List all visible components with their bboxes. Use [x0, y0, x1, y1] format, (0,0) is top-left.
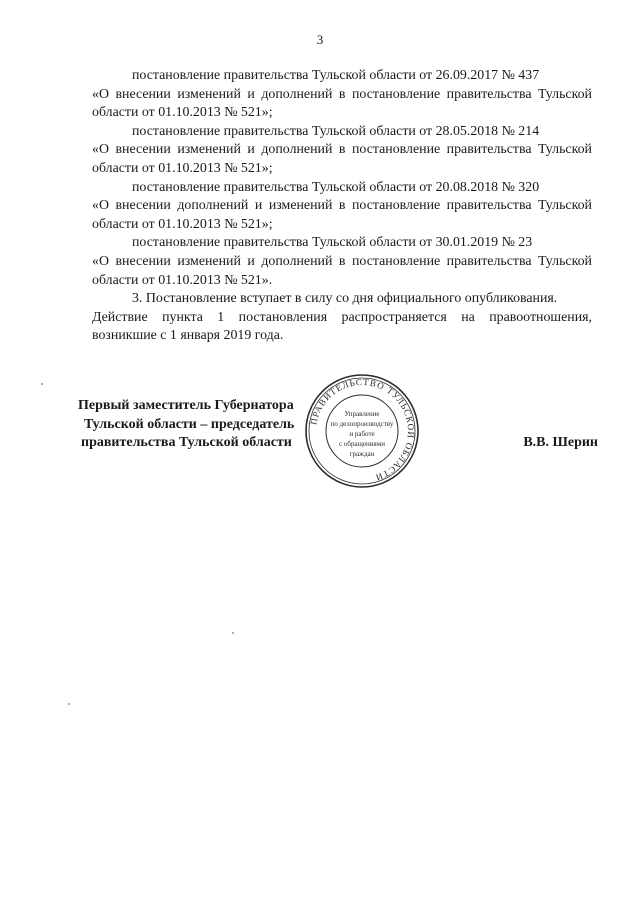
paragraph-rest: Действие пункта 1 постановления распространяется на правоотношения, возникшие с 1 января 2019 года.	[92, 309, 592, 344]
signatory-position-line: Первый заместитель Губернатора	[78, 398, 294, 413]
scan-speck	[41, 383, 43, 385]
paragraph-lead: 3. Постановление вступает в силу со дня официального опубликования.	[132, 291, 558, 307]
paragraph-rest: «О внесении изменений и дополнений в постановление правительства Тульской области от 01.10.2013 № 521».	[92, 253, 592, 288]
paragraph-lead: постановление правительства Тульской области от 26.09.2017 № 437	[132, 68, 540, 83]
signatory-position-line: Тульской области – председатель	[84, 416, 295, 432]
page-number: 3	[316, 32, 324, 47]
signature-block	[78, 397, 598, 453]
paragraph-lead: постановление правительства Тульской области от 20.08.2018 № 320	[132, 179, 540, 195]
stamp-ring-text: ПРАВИТЕЛЬСТВО ТУЛЬСКОЙ ОБЛАСТИ	[308, 376, 417, 483]
document-body	[92, 67, 592, 346]
signatory-position-line: правительства Тульской области	[81, 435, 292, 450]
paragraph-rest: «О внесении изменений и дополнений в постановление правительства Тульской области от 01.10.2013 № 521»;	[92, 86, 592, 121]
scan-speck	[232, 632, 234, 634]
signatory-name: В.В. Шерин	[523, 435, 598, 450]
stamp-center-line: и работе	[349, 430, 375, 438]
stamp-center-line: с обращениями	[339, 440, 385, 448]
stamp-center-line: граждан	[349, 450, 375, 458]
scan-speck	[68, 703, 70, 705]
stamp-center-line: по делопроизводству	[330, 420, 394, 428]
paragraph-lead: постановление правительства Тульской области от 30.01.2019 № 23	[132, 235, 533, 251]
stamp-center-line: Управление	[344, 410, 380, 418]
paragraph-rest: «О внесении изменений и дополнений в постановление правительства Тульской области от 01.10.2013 № 521»;	[92, 142, 592, 176]
paragraph-rest: «О внесении дополнений и изменений в постановление правительства Тульской области от 01.10.2013 № 521»;	[92, 198, 592, 232]
paragraph-lead: постановление правительства Тульской области от 28.05.2018 № 214	[132, 123, 540, 139]
